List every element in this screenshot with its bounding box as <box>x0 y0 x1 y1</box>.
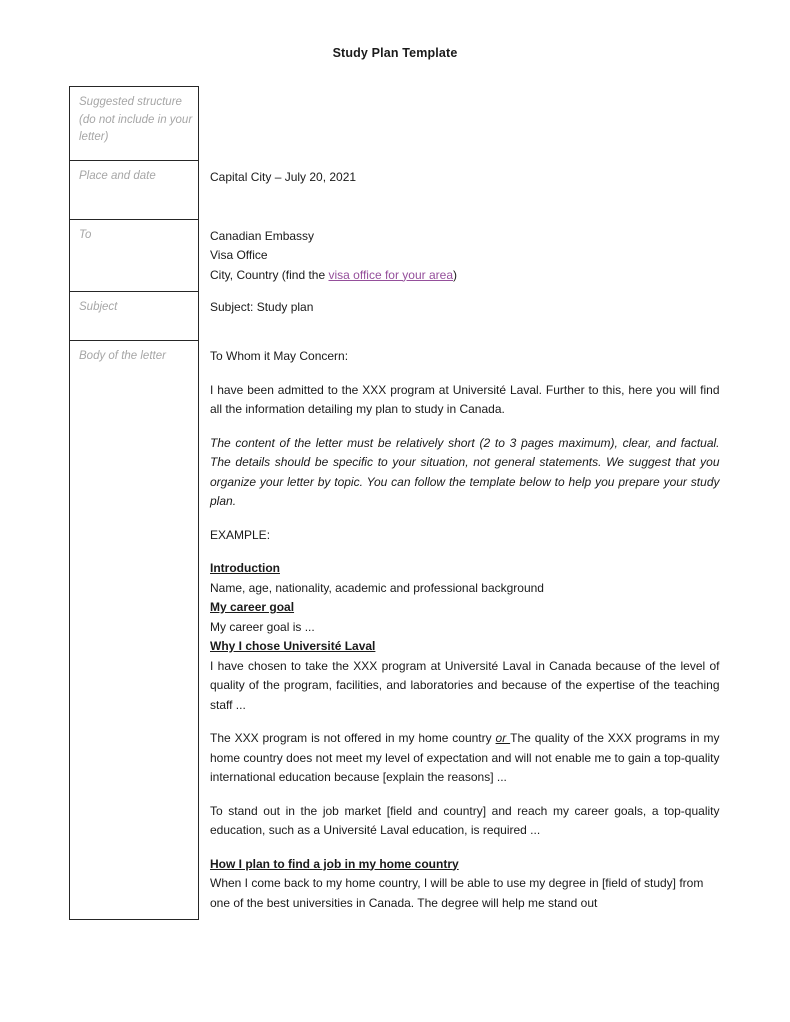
address-city-prefix: City, Country (find the <box>210 267 329 282</box>
heading-my-career-goal: My career goal <box>210 600 295 614</box>
body-content-cell <box>199 340 720 919</box>
heading-how-i-plan-to-find-a-job: How I plan to find a job in my home country <box>210 856 459 871</box>
heading-introduction: Introduction <box>210 561 280 575</box>
text-introduction: Name, age, nationality, academic and professional background <box>210 580 544 595</box>
structure-label-cell <box>70 87 199 161</box>
alt-after-or: The quality of the XXX programs in my home country does not meet my level of expectation and will not enable me to gain a top-quality international education because [explain the reasons] ... <box>210 731 720 784</box>
place-date-content-cell <box>199 161 720 220</box>
section-career-goal <box>210 598 720 637</box>
address-block <box>210 227 719 286</box>
table-row <box>70 87 720 161</box>
or-connector: or <box>495 731 511 745</box>
study-plan-structure-table <box>69 86 720 920</box>
page-title: Study Plan Template <box>332 46 458 60</box>
intro-paragraph: I have been admitted to the XXX program at Université Laval. Further to this, here you will find all the information detailing my plan to study in Canada. <box>210 382 720 416</box>
structure-content-cell <box>199 87 720 161</box>
label-suggested-structure: Suggested structure (do not include in your letter) <box>79 96 193 144</box>
guidance-paragraph: The content of the letter must be relatively short (2 to 3 pages maximum), clear, and factual. The details should be specific to your situation, not general statements. We suggest that you organize your letter by topic. You can follow the template below to help you prepare your study plan. <box>210 435 720 508</box>
address-line-embassy: Canadian Embassy <box>210 228 315 243</box>
body-label-cell <box>70 340 199 919</box>
table-row <box>70 220 720 292</box>
text-my-career-goal: My career goal is ... <box>210 619 315 634</box>
section-introduction <box>210 559 720 598</box>
to-label-cell <box>70 220 199 292</box>
subject-text-wrap <box>210 298 719 318</box>
subject-content-cell <box>199 291 720 340</box>
job-market-paragraph: To stand out in the job market [field and country] and reach my career goals, a top-quality education, such as a Université Laval education, is required ... <box>210 803 720 837</box>
label-subject: Subject <box>79 300 118 313</box>
text-why-i-chose-laval: I have chosen to take the XXX program at Université Laval in Canada because of the level of quality of the program, facilities, and laboratories and because of the expertise of the teaching staff ... <box>210 658 720 712</box>
letter-body <box>210 347 720 913</box>
section-why-laval <box>210 637 720 715</box>
salutation: To Whom it May Concern: <box>210 349 349 363</box>
paragraph-spacer <box>210 715 720 729</box>
table-row <box>70 161 720 220</box>
address-line-office: Visa Office <box>210 248 268 262</box>
alternative-reason-paragraph <box>210 729 720 788</box>
visa-office-link[interactable]: visa office for your area <box>328 267 454 282</box>
heading-why-i-chose-laval: Why I chose Université Laval <box>210 639 376 653</box>
to-content-cell <box>199 220 720 292</box>
label-body-of-letter: Body of the letter <box>79 349 166 362</box>
address-line-city <box>210 266 719 286</box>
table-row <box>70 340 720 919</box>
alt-before-or: The XXX program is not offered in my home country <box>210 731 496 745</box>
place-date-label-cell <box>70 161 199 220</box>
table-row <box>70 291 720 340</box>
section-find-job-home <box>210 855 720 914</box>
text-how-i-plan-to-find-a-job: When I come back to my home country, I will be able to use my degree in [field of study] from one of the best universities in Canada. The degree will help me stand out <box>210 876 704 910</box>
example-label: EXAMPLE: <box>210 527 271 542</box>
address-city-suffix: ) <box>453 267 458 282</box>
subject-value: Subject: Study plan <box>210 300 314 314</box>
label-place-and-date: Place and date <box>79 170 156 182</box>
place-date-text-wrap <box>210 168 719 188</box>
subject-label-cell <box>70 291 199 340</box>
label-to: To <box>79 229 92 241</box>
place-and-date-value: Capital City – July 20, 2021 <box>210 169 357 184</box>
address-lines <box>210 227 719 286</box>
